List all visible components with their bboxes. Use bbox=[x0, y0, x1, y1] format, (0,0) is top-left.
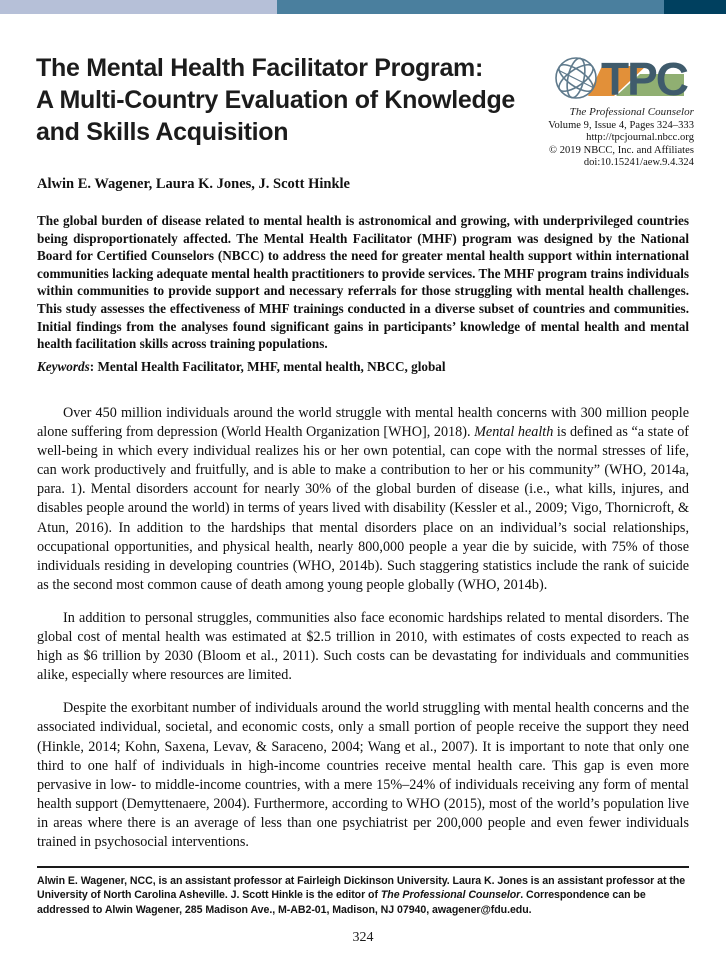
footnote-emphasis: The Professional Counselor bbox=[380, 889, 521, 902]
footnote-part-2: . Correspondence can be addressed to Alwin Wagener, 285 Madison Ave., M-AB2-01, Madison, NJ 07940, awagener@fdu.edu. bbox=[37, 889, 646, 916]
page-title bbox=[36, 52, 516, 148]
p1-part-b: is defined as “a state of well-being in which every individual realizes his or her own potential, can cope with the normal stresses of life, can work productively and fruitfully, and is able to make a contribution to her or his community” (WHO, 2014a, para. 1). Mental disorders account for nearly 30% of the global burden of disease (i.e., what kills, injures, and disables people around the world) in terms of years lived with disability (Kessler et al., 2009; Vigo, Thornicroft, & Atun, 2016). In addition to the hardships that mental disorders place on an individual’s social relationships, occupational opportunities, and physical health, nearly 800,000 people a year die by suicide, with 75% of those individuals residing in developing countries (WHO, 2014b). Such staggering statistics include the rank of suicide as the second most common cause of death among young people globally (WHO, 2014b). bbox=[37, 424, 690, 593]
journal-url[interactable]: http://tpcjournal.nbcc.org bbox=[586, 132, 694, 144]
footnote-text bbox=[37, 874, 689, 917]
journal-volume: Volume 9, Issue 4, Pages 324–333 bbox=[548, 119, 694, 131]
header-color-bands bbox=[0, 0, 726, 14]
tpc-logo bbox=[484, 48, 694, 104]
article-body bbox=[37, 404, 689, 866]
footnote-part-1: Alwin E. Wagener, NCC, is an assistant professor at Fairleigh Dickinson University. Laura K. Jones is an assistant professor at the University of North Carolina Asheville. J. Scott Hinkle is the editor of bbox=[37, 875, 686, 902]
author-list: Alwin E. Wagener, Laura K. Jones, J. Scott Hinkle bbox=[37, 176, 350, 192]
keywords-separator: : bbox=[89, 359, 98, 374]
body-paragraph-3: Despite the exorbitant number of individuals around the world struggling with mental health concerns and the associated individual, societal, and economic costs, only a small portion of people receive the support they need (Hinkle, 2014; Kohn, Saxena, Levav, & Saraceno, 2004; Wang et al., 2007). It is important to note that only one third to one half of individuals in high-income countries receive mental health care. This gap is even more pervasive in low- to middle-income countries, with a mere 15%–24% of individuals receiving any form of mental health support (Demyttenaere, 2004). Furthermore, according to WHO (2015), most of the world’s population live in areas where there is an average of less than one psychiatrist per 200,000 people and even fewer individuals trained in psychosocial interventions. bbox=[37, 700, 689, 850]
p1-emphasis: Mental health bbox=[474, 424, 554, 441]
page-number: 324 bbox=[352, 930, 374, 945]
svg-text:TPC: TPC bbox=[601, 53, 687, 104]
keywords-line bbox=[37, 358, 689, 376]
journal-masthead bbox=[484, 48, 694, 170]
keywords-label: Keywords bbox=[37, 359, 90, 374]
journal-copyright: © 2019 NBCC, Inc. and Affiliates bbox=[549, 144, 694, 156]
body-paragraph-1 bbox=[37, 404, 689, 595]
footnote-divider bbox=[37, 866, 689, 868]
abstract-text: The global burden of disease related to mental health is astronomical and growing, with underprivileged countries being disproportionately affected. The Mental Health Facilitator (MHF) program was designed by the National Board for Certified Counselors (NBCC) to address the need for greater mental health support within international communities lacking adequate mental health practitioners to provide services. The MHF program trains individuals within communities to provide support and necessary referrals for those struggling with mental health challenges. This study assesses the effectiveness of MHF trainings conducted in a diverse subset of countries and communities. Initial findings from the analyses found significant gains in participants’ knowledge of mental health and mental health facilitation skills across training populations. bbox=[37, 213, 689, 352]
tpc-logo-graphic bbox=[544, 48, 694, 104]
header-band-mid bbox=[277, 0, 664, 14]
journal-doi[interactable]: doi:10.15241/aew.9.4.324 bbox=[583, 157, 694, 169]
p1-part-a: Over 450 million individuals around the world struggle with mental health concerns with 300 million people alone suffering from depression (World Health Organization [WHO], 2018). bbox=[37, 405, 689, 441]
title-line-1: The Mental Health Facilitator Program: bbox=[36, 54, 484, 82]
journal-name: The Professional Counselor bbox=[569, 106, 694, 118]
header-band-light bbox=[0, 0, 277, 14]
body-paragraph-2: In addition to personal struggles, communities also face economic hardships related to mental disorders. The global cost of mental health was estimated at $2.5 trillion in 2010, with estimates of costs expected to reach as high as $6 trillion by 2030 (Bloom et al., 2011). Such costs can be devastating for individuals and communities alike, especially where resources are limited. bbox=[37, 609, 689, 684]
title-line-2: A Multi-Country Evaluation of Knowledge bbox=[36, 86, 516, 114]
keywords-value: Mental Health Facilitator, MHF, mental health, NBCC, global bbox=[97, 359, 446, 374]
title-line-3: and Skills Acquisition bbox=[36, 118, 289, 146]
header-band-dark bbox=[664, 0, 726, 14]
